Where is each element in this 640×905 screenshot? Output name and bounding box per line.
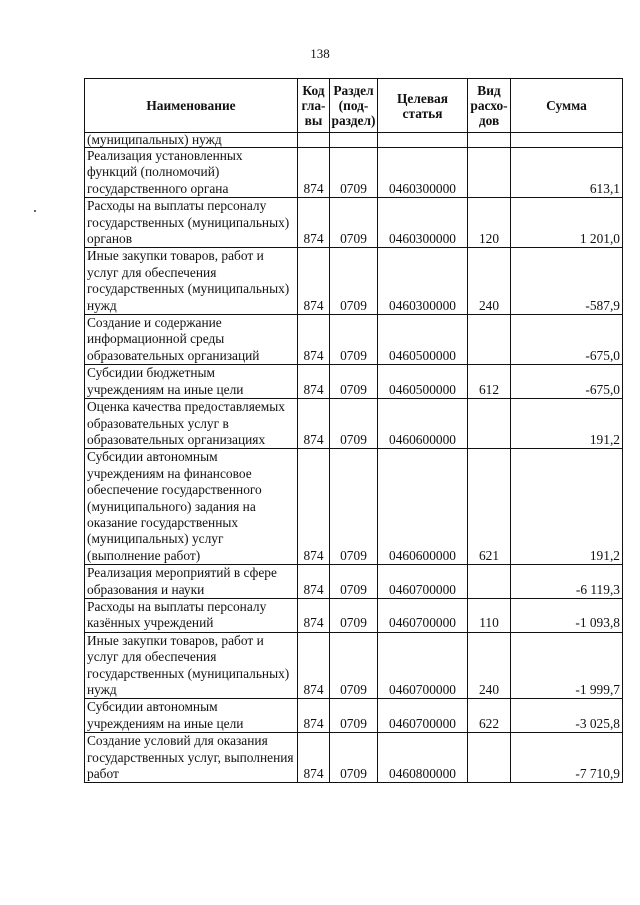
row-amount: -6 119,3 xyxy=(511,565,623,599)
row-name: Оценка качества предоставляемых образовательных услуг в образовательных организациях xyxy=(85,399,298,449)
row-name: Субсидии автономным учреждениям на финансовое обеспечение государственного (муниципального) задания на оказание государственных (муниципальных) услуг (выполнение работ) xyxy=(85,449,298,565)
row-section: 0709 xyxy=(330,248,378,315)
table-row xyxy=(85,133,623,148)
row-section: 0709 xyxy=(330,449,378,565)
row-chapter: 874 xyxy=(298,198,330,248)
row-target: 0460500000 xyxy=(378,315,468,365)
table-row xyxy=(85,598,623,632)
header-amount: Сумма xyxy=(511,79,623,133)
row-amount: 191,2 xyxy=(511,449,623,565)
row-section: 0709 xyxy=(330,699,378,733)
row-expense-type xyxy=(468,733,511,783)
row-expense-type: 240 xyxy=(468,632,511,699)
row-amount: 1 201,0 xyxy=(511,198,623,248)
row-section: 0709 xyxy=(330,598,378,632)
row-amount: -1 093,8 xyxy=(511,598,623,632)
row-name: (муниципальных) нужд xyxy=(85,133,298,148)
header-name: Наименование xyxy=(85,79,298,133)
row-chapter: 874 xyxy=(298,598,330,632)
header-expense-type: Вид расхо- дов xyxy=(468,79,511,133)
row-chapter: 874 xyxy=(298,399,330,449)
row-expense-type xyxy=(468,133,511,148)
row-amount: -7 710,9 xyxy=(511,733,623,783)
row-name: Реализация установленных функций (полномочий) государственного органа xyxy=(85,148,298,198)
row-expense-type: 110 xyxy=(468,598,511,632)
row-target: 0460600000 xyxy=(378,399,468,449)
scan-speck xyxy=(34,210,36,212)
budget-table xyxy=(84,78,623,783)
table-row xyxy=(85,733,623,783)
row-target: 0460300000 xyxy=(378,198,468,248)
row-section: 0709 xyxy=(330,565,378,599)
row-expense-type xyxy=(468,148,511,198)
row-chapter xyxy=(298,133,330,148)
row-expense-type xyxy=(468,315,511,365)
row-amount: -587,9 xyxy=(511,248,623,315)
table-body xyxy=(85,133,623,783)
row-expense-type: 120 xyxy=(468,198,511,248)
row-section: 0709 xyxy=(330,399,378,449)
row-amount: -1 999,7 xyxy=(511,632,623,699)
row-expense-type: 622 xyxy=(468,699,511,733)
row-name: Создание и содержание информационной среды образовательных организаций xyxy=(85,315,298,365)
table-row xyxy=(85,699,623,733)
row-amount: -675,0 xyxy=(511,365,623,399)
page-number: 138 xyxy=(310,46,330,61)
table-row xyxy=(85,248,623,315)
row-name: Субсидии бюджетным учреждениям на иные цели xyxy=(85,365,298,399)
row-target: 0460800000 xyxy=(378,733,468,783)
row-expense-type: 621 xyxy=(468,449,511,565)
header-section: Раздел (под- раздел) xyxy=(330,79,378,133)
row-expense-type: 240 xyxy=(468,248,511,315)
row-name: Реализация мероприятий в сфере образования и науки xyxy=(85,565,298,599)
row-target: 0460700000 xyxy=(378,632,468,699)
table-row xyxy=(85,399,623,449)
row-name: Создание условий для оказания государственных услуг, выполнения работ xyxy=(85,733,298,783)
table-row xyxy=(85,565,623,599)
row-name: Субсидии автономным учреждениям на иные цели xyxy=(85,699,298,733)
row-chapter: 874 xyxy=(298,315,330,365)
row-amount: 613,1 xyxy=(511,148,623,198)
row-chapter: 874 xyxy=(298,699,330,733)
table-row xyxy=(85,449,623,565)
row-amount: 191,2 xyxy=(511,399,623,449)
row-chapter: 874 xyxy=(298,148,330,198)
row-expense-type: 612 xyxy=(468,365,511,399)
row-name: Иные закупки товаров, работ и услуг для обеспечения государственных (муниципальных) нужд xyxy=(85,632,298,699)
row-target: 0460600000 xyxy=(378,449,468,565)
row-section: 0709 xyxy=(330,315,378,365)
row-target: 0460300000 xyxy=(378,148,468,198)
row-chapter: 874 xyxy=(298,449,330,565)
row-chapter: 874 xyxy=(298,632,330,699)
header-target-article: Целевая статья xyxy=(378,79,468,133)
row-chapter: 874 xyxy=(298,565,330,599)
row-section: 0709 xyxy=(330,365,378,399)
table-header-row xyxy=(85,79,623,133)
row-section: 0709 xyxy=(330,733,378,783)
row-chapter: 874 xyxy=(298,365,330,399)
row-amount xyxy=(511,133,623,148)
row-target: 0460700000 xyxy=(378,699,468,733)
row-amount: -3 025,8 xyxy=(511,699,623,733)
table-row xyxy=(85,632,623,699)
row-chapter: 874 xyxy=(298,733,330,783)
row-name: Расходы на выплаты персоналу государственных (муниципальных) органов xyxy=(85,198,298,248)
row-section xyxy=(330,133,378,148)
row-amount: -675,0 xyxy=(511,315,623,365)
table-row xyxy=(85,148,623,198)
row-target: 0460700000 xyxy=(378,598,468,632)
row-expense-type xyxy=(468,565,511,599)
row-name: Иные закупки товаров, работ и услуг для обеспечения государственных (муниципальных) нужд xyxy=(85,248,298,315)
table-row xyxy=(85,365,623,399)
row-chapter: 874 xyxy=(298,248,330,315)
row-section: 0709 xyxy=(330,632,378,699)
row-target: 0460300000 xyxy=(378,248,468,315)
header-chapter-code: Код гла- вы xyxy=(298,79,330,133)
row-name: Расходы на выплаты персоналу казённых учреждений xyxy=(85,598,298,632)
row-section: 0709 xyxy=(330,148,378,198)
table-row xyxy=(85,198,623,248)
row-section: 0709 xyxy=(330,198,378,248)
row-target: 0460500000 xyxy=(378,365,468,399)
row-target xyxy=(378,133,468,148)
row-target: 0460700000 xyxy=(378,565,468,599)
table-row xyxy=(85,315,623,365)
row-expense-type xyxy=(468,399,511,449)
